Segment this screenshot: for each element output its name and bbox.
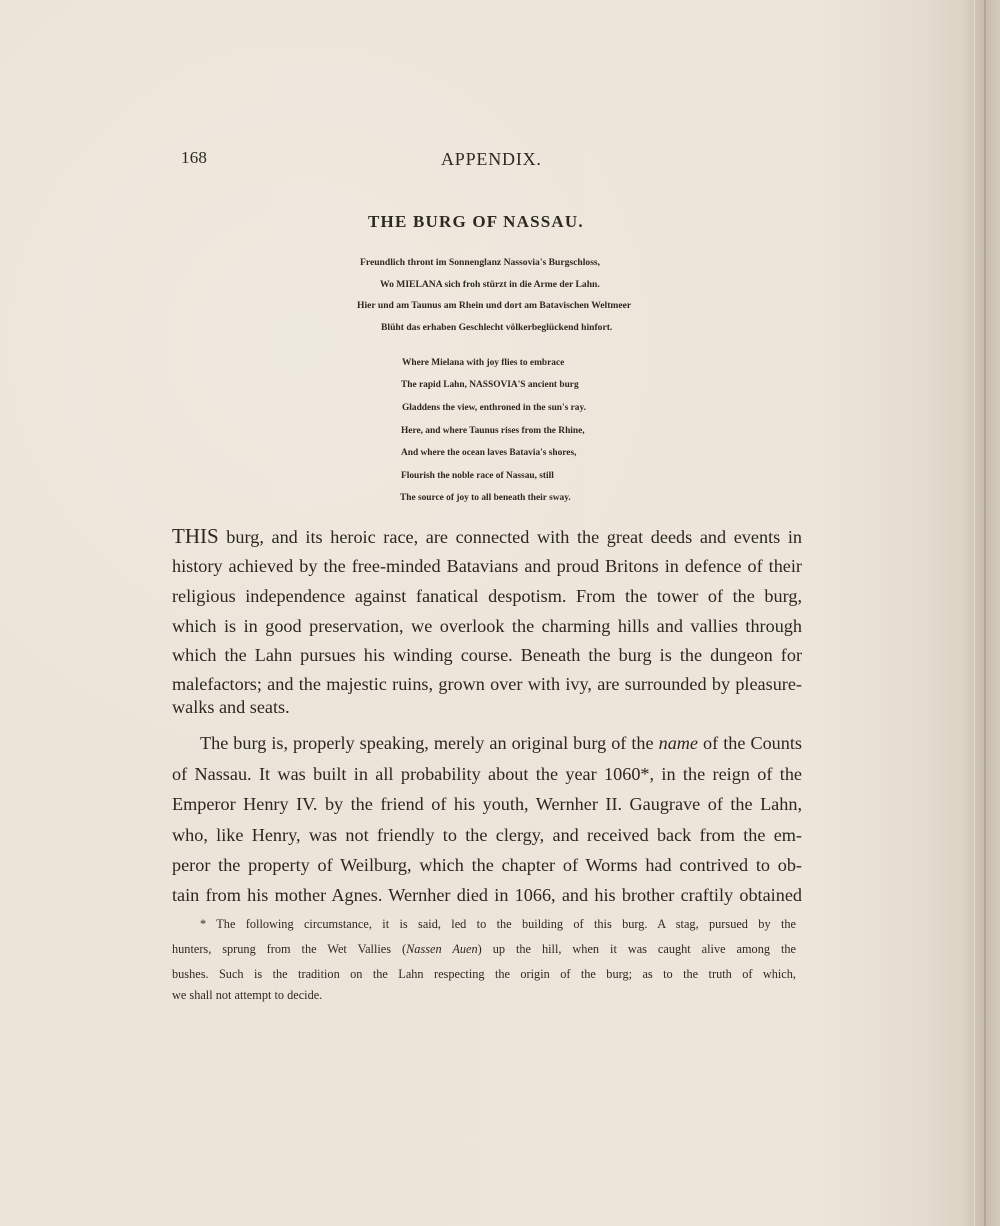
translation-verse-line: Where Mielana with joy flies to embrace: [402, 358, 565, 368]
body-line: who, like Henry, was not friendly to the clergy, and received back from the em-: [172, 825, 802, 845]
body-italic-text: name: [658, 733, 699, 753]
footnote-line: bushes. Such is the tradition on the Lahn respecting the origin of the burg; as to the truth of which,: [172, 967, 796, 981]
running-head: APPENDIX.: [441, 149, 542, 169]
footnote-line: * The following circumstance, it is said, led to the building of this burg. A stag, pursued by the: [200, 917, 796, 931]
body-line: [172, 526, 802, 547]
translation-verse-line: Gladdens the view, enthroned in the sun's ray.: [402, 403, 586, 413]
german-verse-line: Wo MIELANA sich froh stürzt in die Arme der Lahn.: [380, 279, 600, 290]
german-verse-line: Hier und am Taunus am Rhein und dort am Batavischen Weltmeer: [357, 300, 632, 311]
footnote-text: hunters, sprung from the Wet Vallies (: [172, 942, 407, 956]
page-edge: [962, 0, 1000, 1226]
body-line: [200, 734, 802, 752]
translation-verse-line: The rapid Lahn, NASSOVIA'S ancient burg: [401, 380, 579, 390]
translation-verse-line: And where the ocean laves Batavia's shores,: [401, 448, 577, 458]
body-line: of Nassau. It was built in all probability about the year 1060*, in the reign of the: [172, 764, 802, 784]
body-line: peror the property of Weilburg, which the chapter of Worms had contrived to ob-: [172, 855, 802, 875]
body-line: which the Lahn pursues his winding course. Beneath the burg is the dungeon for: [172, 645, 802, 665]
body-text: of the Counts: [698, 733, 802, 753]
body-line: which is in good preservation, we overlook the charming hills and vallies through: [172, 616, 802, 636]
translation-verse-line: Here, and where Taunus rises from the Rhine,: [401, 426, 585, 436]
page-number: 168: [181, 148, 208, 167]
footnote-text: ) up the hill, when it was caught alive among the: [477, 942, 796, 956]
body-line: Emperor Henry IV. by the friend of his youth, Wernher II. Gaugrave of the Lahn,: [172, 794, 802, 814]
body-line: walks and seats.: [172, 697, 290, 717]
body-line: tain from his mother Agnes. Wernher died in 1066, and his brother craftily obtained: [172, 885, 802, 905]
translation-verse-line: The source of joy to all beneath their sway.: [400, 493, 571, 503]
footnote-line: we shall not attempt to decide.: [172, 988, 323, 1002]
chapter-title: THE BURG OF NASSAU.: [368, 212, 584, 231]
dropcap-word: THIS: [172, 524, 219, 548]
body-line: malefactors; and the majestic ruins, grown over with ivy, are surrounded by pleasure-: [172, 674, 802, 694]
translation-verse-line: Flourish the noble race of Nassau, still: [401, 471, 554, 481]
body-line: history achieved by the free-minded Batavians and proud Britons in defence of their: [172, 556, 802, 576]
german-verse-line: Blüht das erhaben Geschlecht völkerbeglückend hinfort.: [381, 322, 613, 333]
body-text: burg, and its heroic race, are connected with the great deeds and events in: [218, 527, 802, 547]
body-line: religious independence against fanatical despotism. From the tower of the burg,: [172, 586, 802, 606]
german-verse-line: Freundlich thront im Sonnenglanz Nassovia's Burgschloss,: [360, 257, 601, 268]
footnote-italic-text: Nassen Auen: [406, 942, 478, 956]
body-text: The burg is, properly speaking, merely an original burg of the: [200, 733, 659, 753]
footnote-line: [172, 943, 796, 955]
